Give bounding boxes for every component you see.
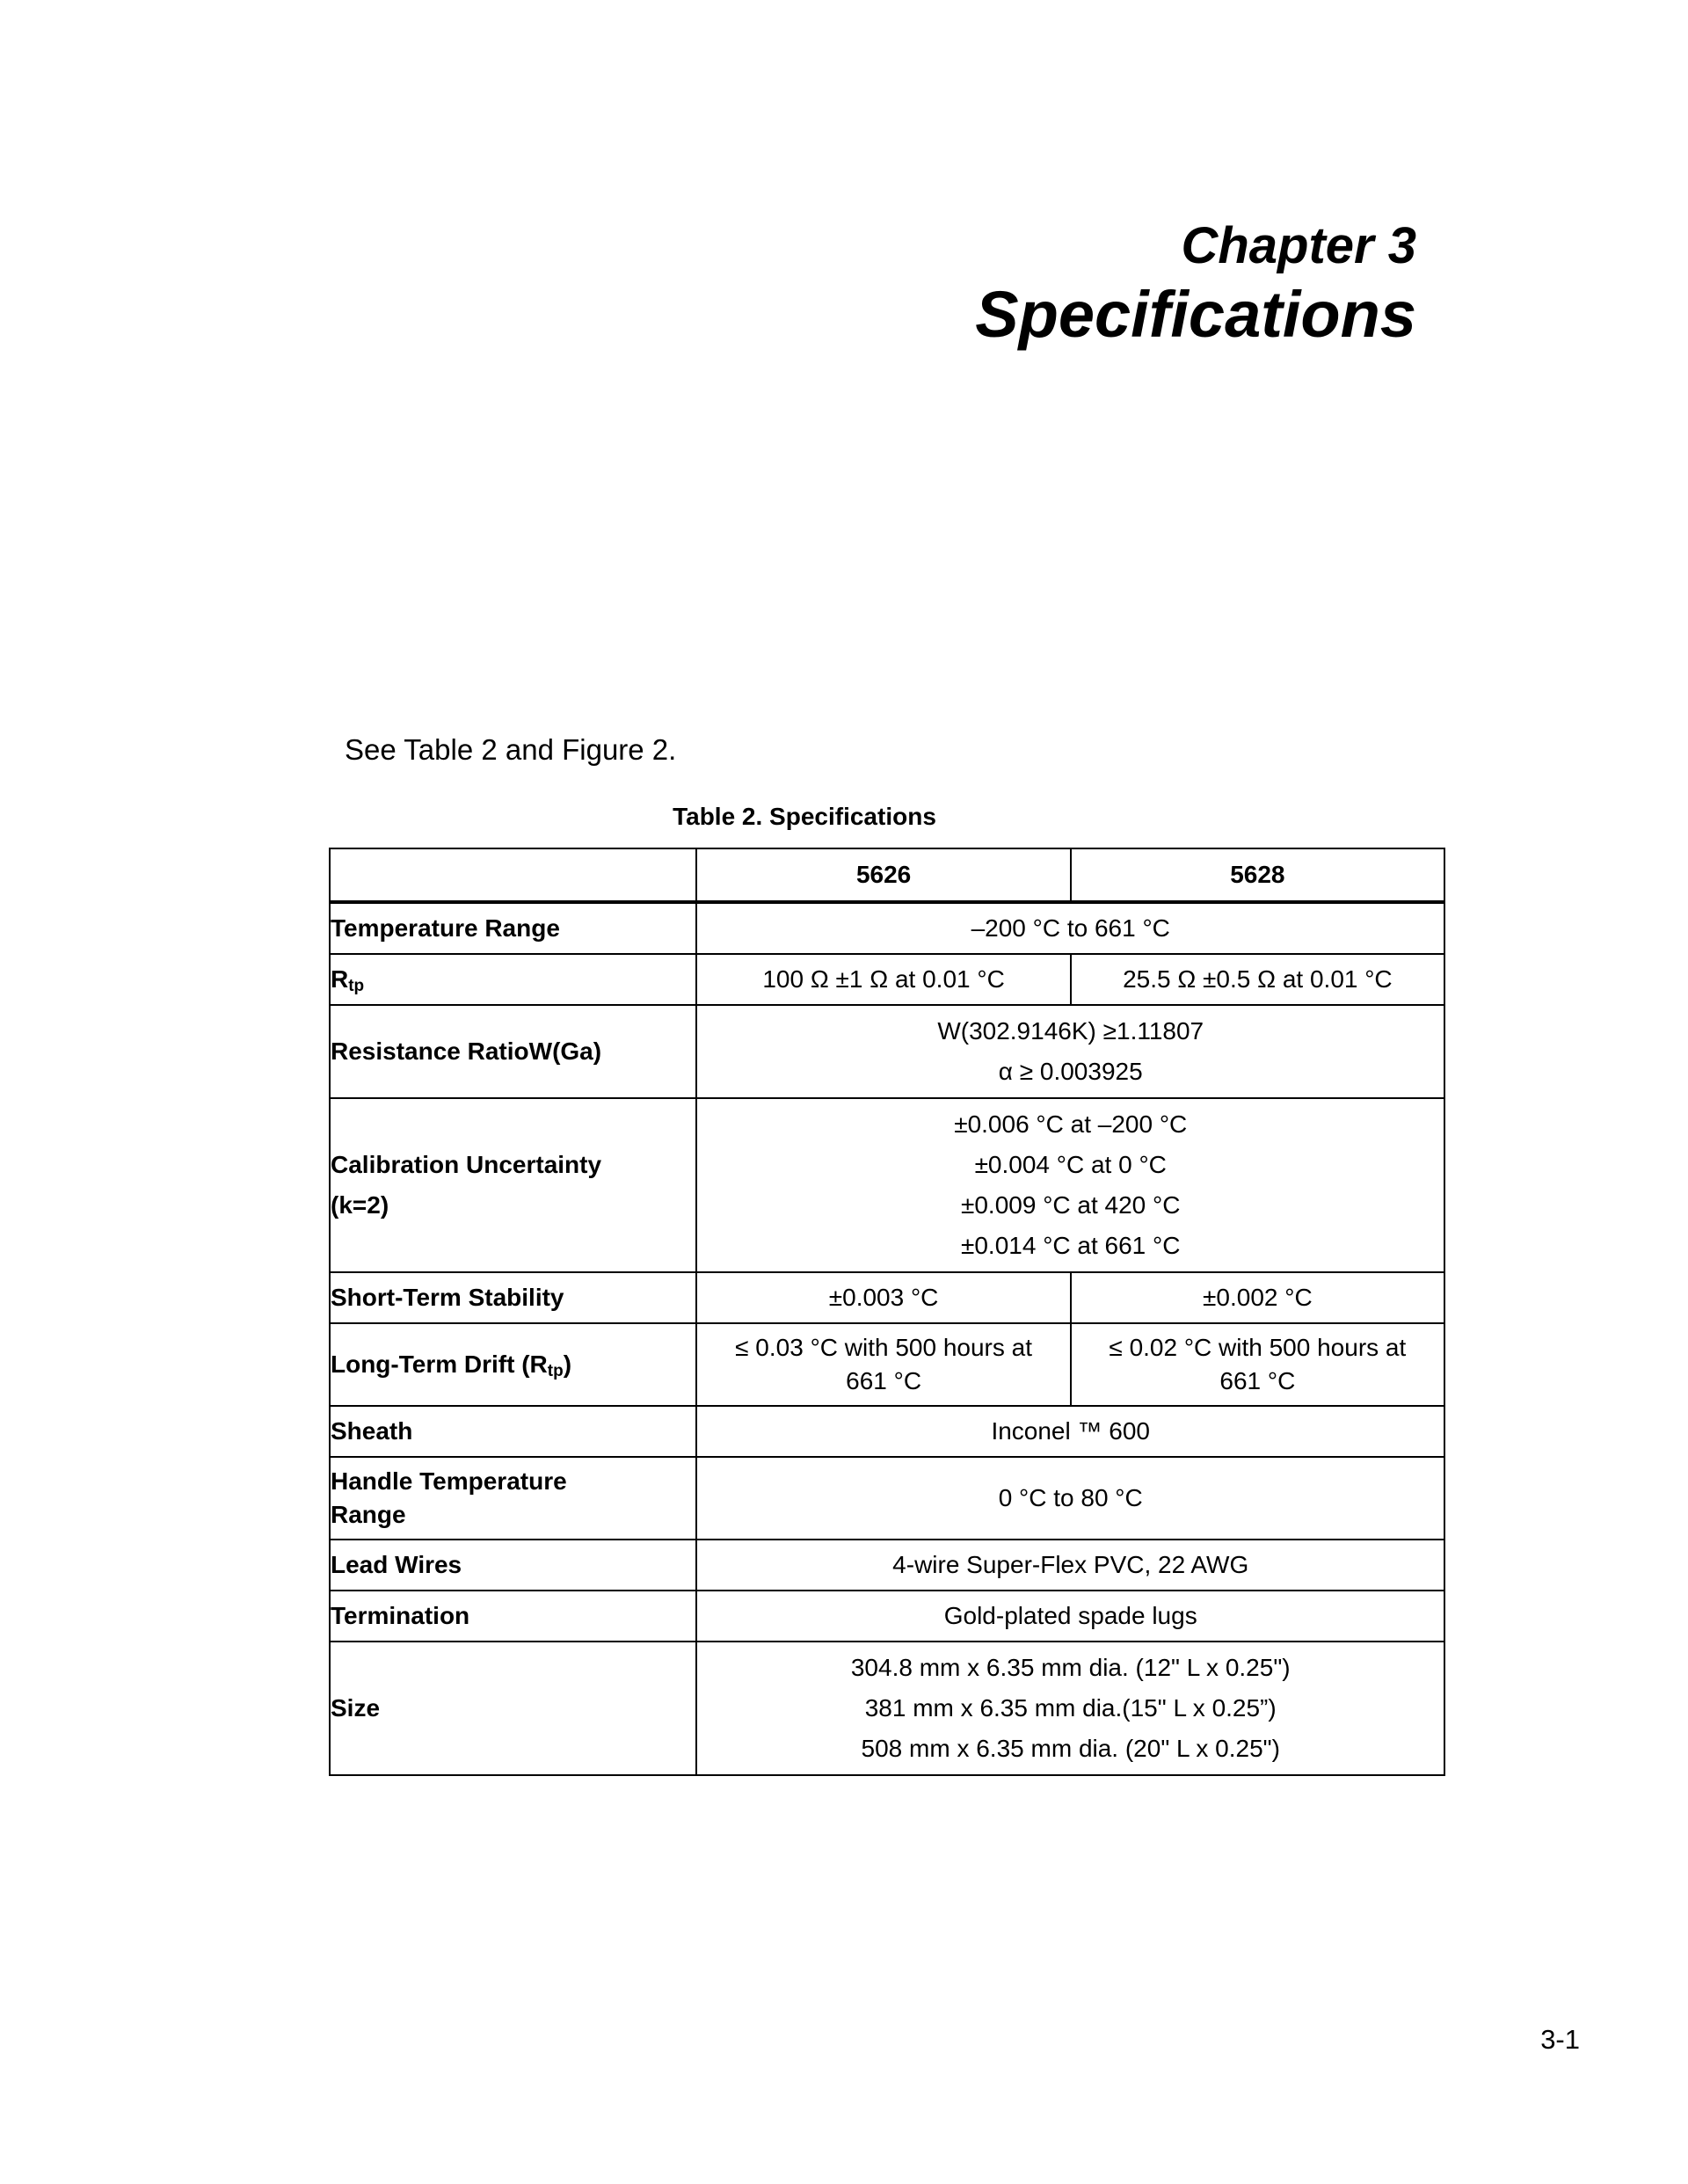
row-value-5626: 100 Ω ±1 Ω at 0.01 °C — [696, 954, 1070, 1005]
row-handle-temperature-range — [330, 1457, 1444, 1540]
row-label — [330, 954, 696, 1005]
row-label: Sheath — [330, 1406, 696, 1457]
row-sheath — [330, 1406, 1444, 1457]
table-caption-wrapper — [0, 802, 1688, 832]
header-5626: 5626 — [696, 848, 1070, 902]
value-line: ±0.009 °C at 420 °C — [960, 1191, 1181, 1219]
header-empty-cell — [330, 848, 696, 902]
row-termination — [330, 1591, 1444, 1642]
rtp-label-sub: tp — [348, 977, 365, 995]
row-label: Lead Wires — [330, 1540, 696, 1591]
row-label: Size — [330, 1642, 696, 1775]
value-line: 661 °C — [846, 1367, 922, 1394]
row-label — [330, 1457, 696, 1540]
row-resistance-ratio — [330, 1005, 1444, 1098]
drift-label-main: Long-Term Drift (R — [331, 1350, 548, 1378]
row-value — [696, 1098, 1444, 1272]
label-line: Calibration Uncertainty — [331, 1151, 602, 1178]
table-caption: Table 2. Specifications — [673, 803, 936, 830]
label-line: Range — [331, 1501, 406, 1528]
row-lead-wires — [330, 1540, 1444, 1591]
row-label: Resistance RatioW(Ga) — [330, 1005, 696, 1098]
value-line: 508 mm x 6.35 mm dia. (20" L x 0.25") — [861, 1735, 1280, 1762]
row-value-5628: 25.5 Ω ±0.5 Ω at 0.01 °C — [1071, 954, 1444, 1005]
row-temperature-range — [330, 902, 1444, 954]
table-header-row — [330, 848, 1444, 902]
value-line: α ≥ 0.003925 — [998, 1058, 1143, 1085]
value-line: ≤ 0.03 °C with 500 hours at — [735, 1334, 1033, 1361]
value-line: W(302.9146K) ≥1.11807 — [937, 1017, 1204, 1045]
value-line: ±0.014 °C at 661 °C — [960, 1232, 1181, 1259]
label-line: Handle Temperature — [331, 1467, 567, 1495]
value-line: ±0.004 °C at 0 °C — [974, 1151, 1167, 1178]
page-number: 3-1 — [1540, 2024, 1580, 2055]
value-line: ±0.006 °C at –200 °C — [954, 1110, 1188, 1138]
row-value-5626 — [696, 1323, 1070, 1406]
chapter-heading — [975, 215, 1416, 353]
row-value-5628: ±0.002 °C — [1071, 1272, 1444, 1323]
row-rtp — [330, 954, 1444, 1005]
row-label: Short-Term Stability — [330, 1272, 696, 1323]
row-long-term-drift — [330, 1323, 1444, 1406]
row-value — [696, 1642, 1444, 1775]
value-line: 381 mm x 6.35 mm dia.(15" L x 0.25”) — [864, 1694, 1277, 1722]
rtp-label-main: R — [331, 965, 349, 993]
label-line: (k=2) — [331, 1191, 389, 1219]
row-short-term-stability — [330, 1272, 1444, 1323]
row-label — [330, 1098, 696, 1272]
row-value: 0 °C to 80 °C — [696, 1457, 1444, 1540]
drift-label-end: ) — [563, 1350, 572, 1378]
row-label: Temperature Range — [330, 902, 696, 954]
row-calibration-uncertainty — [330, 1098, 1444, 1272]
value-line: 661 °C — [1219, 1367, 1296, 1394]
value-line: 304.8 mm x 6.35 mm dia. (12" L x 0.25") — [850, 1654, 1291, 1681]
drift-label-sub: tp — [547, 1362, 564, 1380]
row-label: Termination — [330, 1591, 696, 1642]
row-label — [330, 1323, 696, 1406]
row-value-5626: ±0.003 °C — [696, 1272, 1070, 1323]
intro-paragraph: See Table 2 and Figure 2. — [345, 733, 677, 766]
row-value: Gold-plated spade lugs — [696, 1591, 1444, 1642]
row-value: 4-wire Super-Flex PVC, 22 AWG — [696, 1540, 1444, 1591]
specifications-table — [329, 848, 1445, 1776]
chapter-label: Chapter 3 — [1181, 217, 1416, 274]
value-line: ≤ 0.02 °C with 500 hours at — [1109, 1334, 1407, 1361]
row-value — [696, 1005, 1444, 1098]
header-5628: 5628 — [1071, 848, 1444, 902]
chapter-title: Specifications — [975, 278, 1416, 351]
row-value-5628 — [1071, 1323, 1444, 1406]
row-size — [330, 1642, 1444, 1775]
row-value: –200 °C to 661 °C — [696, 902, 1444, 954]
row-value: Inconel ™ 600 — [696, 1406, 1444, 1457]
